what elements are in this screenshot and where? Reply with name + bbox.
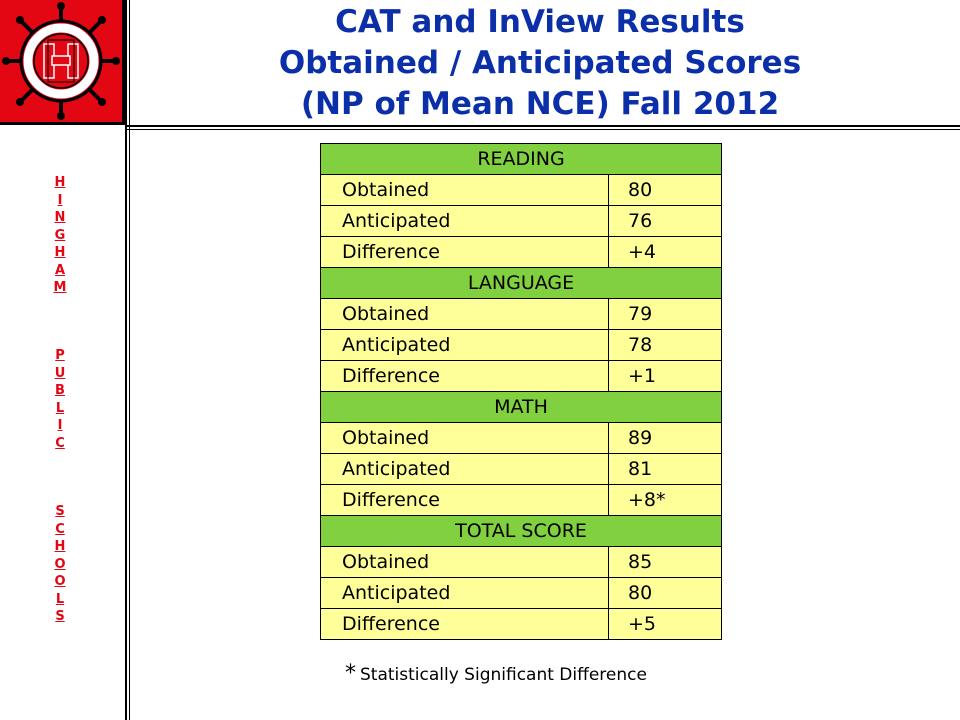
table-row [321, 361, 722, 392]
ship-wheel-logo-icon [0, 0, 122, 122]
footnote [345, 661, 647, 686]
footnote-star: * [345, 661, 356, 686]
row-value: +1 [609, 361, 722, 392]
sidebar-letter: H [54, 539, 66, 554]
sidebar-letter: N [54, 210, 66, 225]
sidebar-letter: B [55, 383, 65, 398]
table-row [321, 206, 722, 237]
row-label: Anticipated [321, 206, 609, 237]
table-row [321, 423, 722, 454]
sidebar-letter: L [55, 591, 65, 607]
footnote-text: Statistically Significant Difference [360, 665, 647, 685]
section-header: MATH [321, 392, 722, 423]
sidebar-letter: C [55, 435, 65, 451]
vertical-divider [125, 0, 127, 720]
row-value: 89 [609, 423, 722, 454]
horizontal-divider-thin [125, 129, 960, 130]
sidebar-letter: H [54, 175, 66, 190]
sidebar-word-public [40, 347, 80, 452]
section-header: TOTAL SCORE [321, 516, 722, 547]
vertical-divider-thin [129, 0, 130, 720]
row-label: Difference [321, 237, 609, 268]
sidebar-letter: G [54, 227, 66, 243]
page-title [140, 2, 940, 125]
row-value: +5 [609, 609, 722, 640]
title-line-3: (NP of Mean NCE) Fall 2012 [300, 86, 780, 122]
table-row [321, 175, 722, 206]
section-header-row [321, 516, 722, 547]
table-row [321, 547, 722, 578]
row-label: Difference [321, 361, 609, 392]
sidebar-letter: S [55, 609, 65, 624]
horizontal-divider [125, 125, 960, 127]
sidebar-letter: L [55, 400, 65, 416]
row-label: Anticipated [321, 454, 609, 485]
row-label: Obtained [321, 547, 609, 578]
row-label: Difference [321, 609, 609, 640]
section-header: READING [321, 144, 722, 175]
row-value: 81 [609, 454, 722, 485]
row-value: 76 [609, 206, 722, 237]
table-row [321, 485, 722, 516]
row-value: +8* [609, 485, 722, 516]
row-value: 78 [609, 330, 722, 361]
table-row [321, 454, 722, 485]
sidebar-letter: O [54, 574, 66, 589]
row-label: Difference [321, 485, 609, 516]
section-header-row [321, 392, 722, 423]
sidebar-letter: H [54, 245, 66, 260]
row-label: Obtained [321, 175, 609, 206]
sidebar-letter: I [57, 192, 63, 208]
section-header: LANGUAGE [321, 268, 722, 299]
sidebar-word-hingham [40, 174, 80, 297]
title-line-2: Obtained / Anticipated Scores [278, 45, 802, 81]
row-value: 79 [609, 299, 722, 330]
sidebar-letter: C [55, 521, 65, 537]
school-logo [0, 0, 125, 125]
sidebar-letter: U [54, 365, 66, 381]
row-value: +4 [609, 237, 722, 268]
table-row [321, 578, 722, 609]
sidebar-letter: S [55, 504, 65, 519]
results-table [320, 143, 722, 640]
sidebar-letter: O [54, 556, 66, 572]
row-label: Obtained [321, 299, 609, 330]
sidebar-letter: A [54, 262, 66, 278]
row-label: Anticipated [321, 578, 609, 609]
table-row [321, 609, 722, 640]
sidebar-letter: I [57, 418, 63, 433]
sidebar-letter: P [55, 348, 65, 363]
section-header-row [321, 144, 722, 175]
row-value: 80 [609, 578, 722, 609]
title-line-1: CAT and InView Results [335, 4, 745, 40]
table-row [321, 299, 722, 330]
row-label: Obtained [321, 423, 609, 454]
table-row [321, 237, 722, 268]
sidebar-word-schools [40, 503, 80, 626]
row-value: 85 [609, 547, 722, 578]
sidebar-letter: M [53, 280, 67, 295]
row-value: 80 [609, 175, 722, 206]
section-header-row [321, 268, 722, 299]
row-label: Anticipated [321, 330, 609, 361]
table-row [321, 330, 722, 361]
